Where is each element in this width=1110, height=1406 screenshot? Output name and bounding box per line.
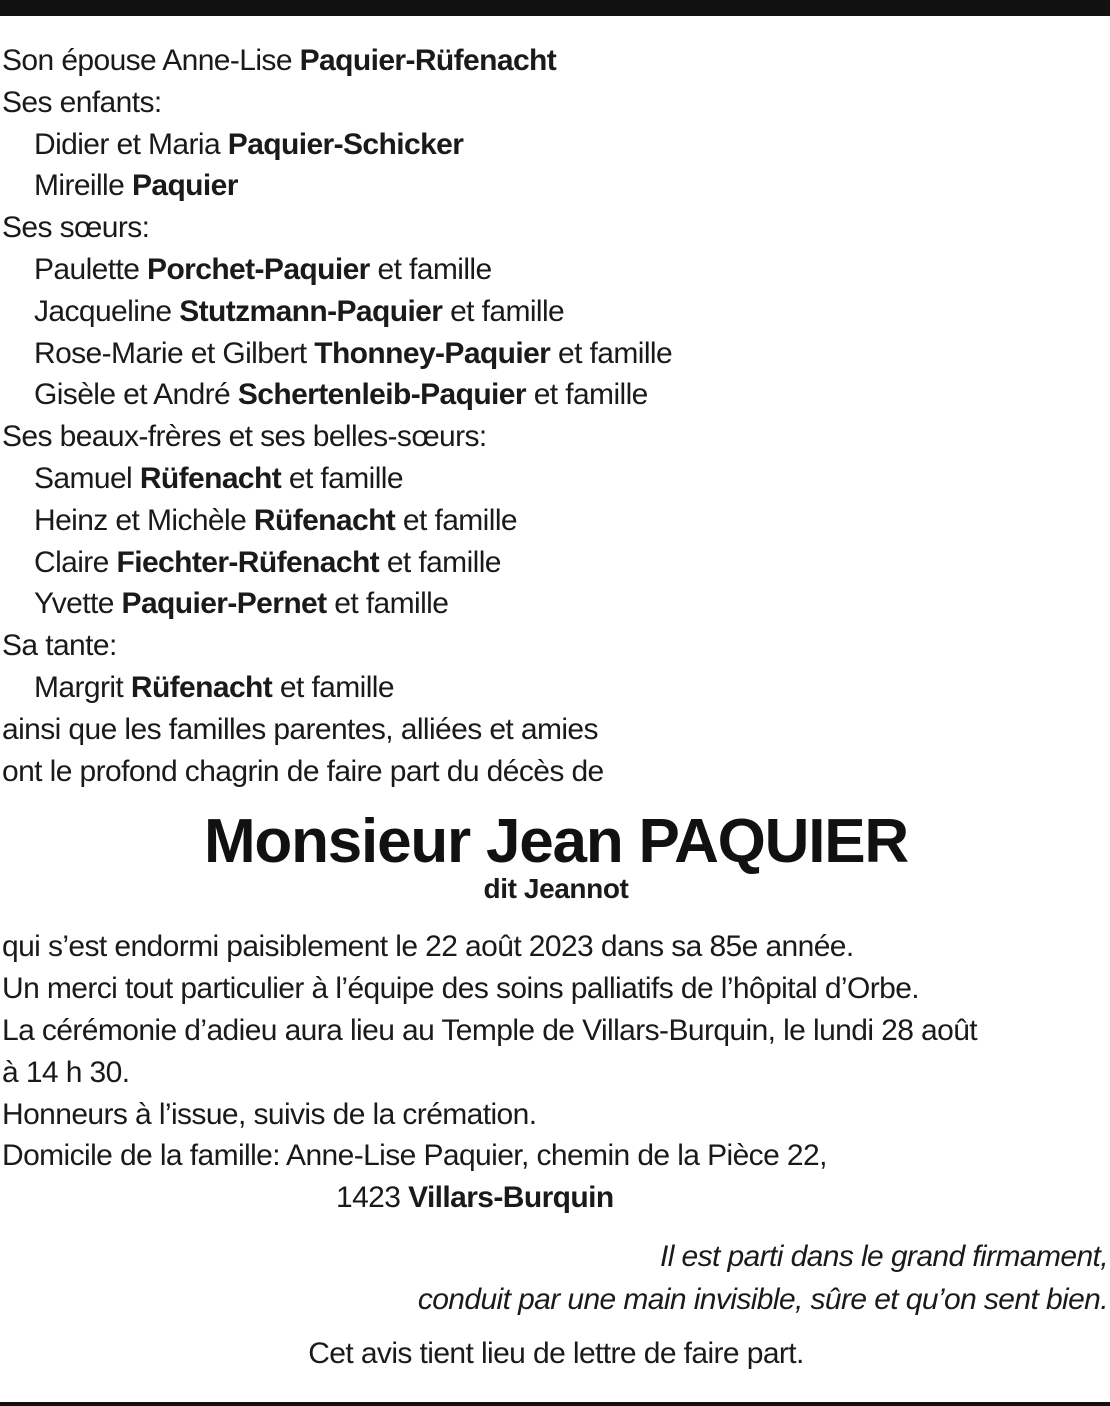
ceremony-line: La cérémonie d’adieu aura lieu au Temple de Villars-Burquin, le lundi 28 août	[2, 1013, 978, 1047]
bottom-border-rule	[0, 1402, 1110, 1406]
sister-line: Paulette Porchet-Paquier et famille	[34, 252, 492, 286]
sister-line: Gisèle et André Schertenleib-Paquier et famille	[34, 378, 648, 412]
aunt-line: Margrit Rüfenacht et famille	[34, 670, 394, 704]
inlaw-line: Heinz et Michèle Rüfenacht et famille	[34, 503, 517, 537]
closing-line: Cet avis tient lieu de lettre de faire part.	[308, 1336, 804, 1370]
sister-line: Jacqueline Stutzmann-Paquier et famille	[34, 294, 565, 328]
announcement-line: ont le profond chagrin de faire part du décès de	[2, 754, 604, 788]
spouse-name: Paquier-Rüfenacht	[299, 44, 557, 77]
address-city-line: 1423 Villars-Burquin	[336, 1181, 614, 1215]
aunt-label: Sa tante:	[2, 629, 117, 663]
extended-family-line: ainsi que les familles parentes, alliées et amies	[2, 712, 598, 746]
top-border-rule	[0, 0, 1110, 16]
spouse-line: Son épouse Anne-Lise Paquier-Rüfenacht	[2, 44, 557, 77]
inlaw-line: Samuel Rüfenacht et famille	[34, 461, 403, 495]
passing-line: qui s’est endormi paisiblement le 22 août 2023 dans sa 85e année.	[2, 930, 854, 964]
inlaws-label: Ses beaux-frères et ses belles-sœurs:	[2, 420, 487, 454]
inlaw-line: Claire Fiechter-Rüfenacht et famille	[34, 545, 501, 579]
poem-line: Il est parti dans le grand firmament,	[659, 1239, 1108, 1273]
honours-line: Honneurs à l’issue, suivis de la crémation.	[2, 1097, 537, 1131]
deceased-name: Monsieur Jean PAQUIER	[203, 807, 909, 877]
thanks-line: Un merci tout particulier à l’équipe des soins palliatifs de l’hôpital d’Orbe.	[2, 972, 920, 1006]
address-line: Domicile de la famille: Anne-Lise Paquier, chemin de la Pièce 22,	[2, 1139, 827, 1173]
deceased-nickname: dit Jeannot	[483, 873, 629, 905]
child-line: Didier et Maria Paquier-Schicker	[34, 127, 464, 161]
children-label: Ses enfants:	[2, 85, 162, 119]
city-name: Villars-Burquin	[408, 1181, 614, 1215]
child-line: Mireille Paquier	[34, 169, 238, 203]
details-block	[2, 926, 1110, 1219]
obituary-notice	[2, 40, 1110, 1375]
deceased-block	[2, 808, 1110, 904]
poem	[2, 1235, 1110, 1321]
ceremony-time-line: à 14 h 30.	[2, 1055, 130, 1089]
poem-line: conduit par une main invisible, sûre et qu’on sent bien.	[417, 1282, 1108, 1316]
inlaw-line: Yvette Paquier-Pernet et famille	[34, 587, 449, 621]
sister-line: Rose-Marie et Gilbert Thonney-Paquier et famille	[34, 336, 673, 370]
sisters-label: Ses sœurs:	[2, 211, 150, 245]
